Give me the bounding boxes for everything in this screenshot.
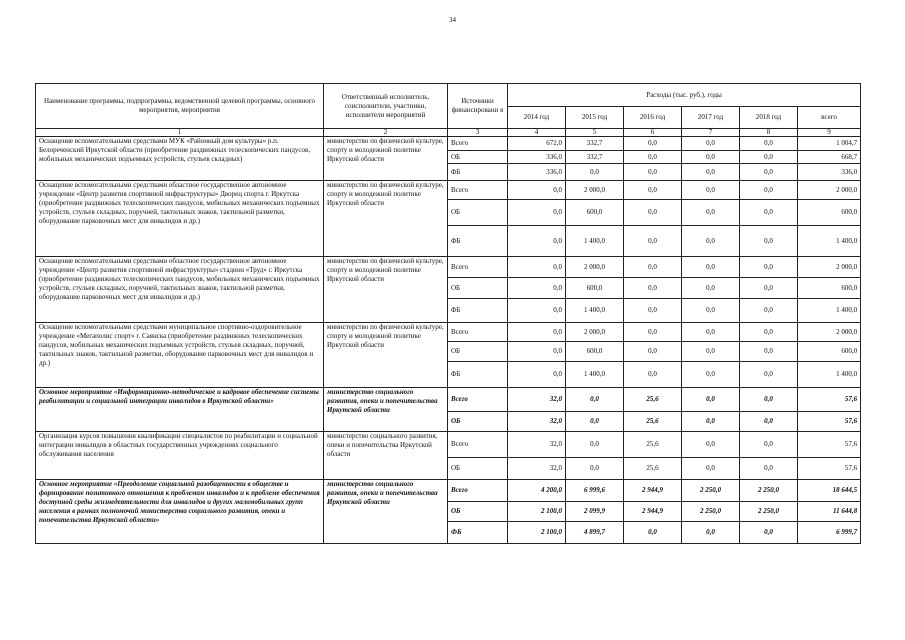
expense-value: 332,7 (566, 151, 624, 164)
expense-total: 1 400,0 (798, 226, 861, 257)
expense-value: 32,0 (508, 432, 566, 458)
expense-value: 32,0 (508, 388, 566, 412)
expense-value: 0,0 (740, 412, 798, 432)
header-expenses: Расходы (тыс. руб.), годы (508, 84, 861, 107)
col-index: 5 (566, 129, 624, 137)
funding-source: ФБ (448, 226, 508, 257)
expense-value: 0,0 (740, 522, 798, 544)
expense-value: 25,6 (624, 458, 682, 480)
responsible-executor: министерство по физической культуре, спорту и молодежной политике Иркутской области (324, 181, 448, 257)
expense-value: 0,0 (682, 278, 740, 299)
expense-value: 0,0 (740, 226, 798, 257)
expense-total: 1 400,0 (798, 299, 861, 323)
funding-source: Всего (448, 432, 508, 458)
expense-total: 600,0 (798, 342, 861, 362)
expense-value: 4 899,7 (566, 522, 624, 544)
expense-value: 2 100,0 (508, 522, 566, 544)
expense-value: 0,0 (566, 432, 624, 458)
expense-value: 0,0 (740, 200, 798, 226)
header-year: 2015 год (566, 107, 624, 129)
col-index: 9 (798, 129, 861, 137)
expense-value: 2 944,9 (624, 502, 682, 522)
responsible-executor: министерство по физической культуре, спорту и молодежной политике Иркутской области (324, 323, 448, 388)
expense-total: 1 400,0 (798, 362, 861, 388)
funding-source: ОБ (448, 342, 508, 362)
responsible-executor: министерство по физической культуре, спорту и молодежной политике Иркутской области (324, 257, 448, 323)
funding-source: ОБ (448, 278, 508, 299)
expense-value: 0,0 (566, 388, 624, 412)
expense-total: 57,6 (798, 388, 861, 412)
page-number: 34 (449, 16, 456, 24)
expense-total: 600,0 (798, 200, 861, 226)
funding-source: Всего (448, 480, 508, 502)
expense-value: 0,0 (624, 151, 682, 164)
expense-value: 2 099,9 (566, 502, 624, 522)
header-name: Наименование программы, подпрограммы, ведомственной целевой программы, основного мероприятия, мероприятия (36, 84, 324, 129)
expense-value: 0,0 (740, 388, 798, 412)
expense-total: 1 004,7 (798, 137, 861, 151)
header-year: 2016 год (624, 107, 682, 129)
responsible-executor: министерство социального развития, опеки и попечительства Иркутской области (324, 480, 448, 544)
col-index: 2 (324, 129, 448, 137)
measure-name: Оснащение вспомогательными средствами муниципальное спортивно-оздоровительное учреждение «Мегаполис спорт» г. Саянска (приобретение раздвижных телескопических пандусов, мобильных механических подъемных устройств, стульев складных, поручней, тактильных знаков, тактильной разметки, оборудование парковочных мест для инвалидов и др.) (36, 323, 324, 388)
expense-value: 0,0 (624, 137, 682, 151)
expense-value: 0,0 (740, 362, 798, 388)
expense-value: 0,0 (682, 432, 740, 458)
header-total: всего (798, 107, 861, 129)
expense-value: 0,0 (566, 412, 624, 432)
table-row (36, 480, 861, 502)
header-year: 2017 год (682, 107, 740, 129)
expense-value: 32,0 (508, 458, 566, 480)
expense-total: 668,7 (798, 151, 861, 164)
expense-value: 0,0 (566, 458, 624, 480)
table-row (36, 257, 861, 278)
expense-value: 32,0 (508, 412, 566, 432)
col-index: 1 (36, 129, 324, 137)
funding-source: ФБ (448, 362, 508, 388)
expense-value: 0,0 (624, 323, 682, 342)
expense-value: 0,0 (624, 181, 682, 200)
expense-value: 0,0 (682, 522, 740, 544)
expense-total: 57,6 (798, 412, 861, 432)
funding-source: ФБ (448, 299, 508, 323)
expense-total: 57,6 (798, 458, 861, 480)
expense-value: 0,0 (740, 257, 798, 278)
expense-value: 0,0 (508, 181, 566, 200)
expense-value: 0,0 (624, 342, 682, 362)
expense-value: 0,0 (566, 164, 624, 181)
expense-value: 1 400,0 (566, 226, 624, 257)
expense-value: 0,0 (508, 226, 566, 257)
col-index: 4 (508, 129, 566, 137)
expense-value: 0,0 (740, 299, 798, 323)
funding-source: ОБ (448, 502, 508, 522)
funding-source: ОБ (448, 458, 508, 480)
expense-value: 0,0 (740, 323, 798, 342)
expense-total: 2 000,0 (798, 323, 861, 342)
expense-value: 2 250,0 (682, 502, 740, 522)
measure-name: Оснащение вспомогательными средствами областное государственное автономное учреждение «Центр развития спортивной инфраструктуры» стадион «Труд» г. Иркутска (приобретение раздвижных телескопических пандусов, мобильных механических подъемных устройств, стульев складных, поручней, тактильных знаков, тактильной разметки, оборудование парковочных мест для инвалидов и др.) (36, 257, 324, 323)
expense-value: 0,0 (624, 226, 682, 257)
expense-value: 2 000,0 (566, 257, 624, 278)
expense-value: 2 944,9 (624, 480, 682, 502)
expense-value: 0,0 (682, 137, 740, 151)
expense-value: 332,7 (566, 137, 624, 151)
expense-value: 0,0 (740, 278, 798, 299)
expense-value: 0,0 (508, 278, 566, 299)
expense-value: 25,6 (624, 412, 682, 432)
expense-value: 4 200,0 (508, 480, 566, 502)
expense-total: 18 644,5 (798, 480, 861, 502)
expense-value: 0,0 (740, 164, 798, 181)
expense-value: 0,0 (682, 257, 740, 278)
funding-source: Всего (448, 137, 508, 151)
expense-value: 0,0 (682, 458, 740, 480)
expense-value: 2 000,0 (566, 181, 624, 200)
expense-value: 0,0 (682, 388, 740, 412)
expense-total: 2 000,0 (798, 181, 861, 200)
expense-value: 0,0 (682, 181, 740, 200)
expense-value: 672,0 (508, 137, 566, 151)
col-index: 3 (448, 129, 508, 137)
col-index: 6 (624, 129, 682, 137)
table-row (36, 388, 861, 412)
expense-value: 0,0 (740, 342, 798, 362)
expense-value: 25,6 (624, 388, 682, 412)
expense-value: 1 400,0 (566, 299, 624, 323)
col-index: 8 (740, 129, 798, 137)
table-row (36, 323, 861, 342)
expense-value: 0,0 (624, 362, 682, 388)
expense-total: 600,0 (798, 278, 861, 299)
expense-value: 0,0 (682, 164, 740, 181)
expense-value: 0,0 (508, 342, 566, 362)
expense-value: 2 100,0 (508, 502, 566, 522)
expense-value: 600,0 (566, 278, 624, 299)
expense-value: 0,0 (740, 458, 798, 480)
expense-value: 0,0 (682, 226, 740, 257)
expense-total: 11 644,8 (798, 502, 861, 522)
expense-value: 0,0 (740, 151, 798, 164)
funding-source: ФБ (448, 522, 508, 544)
table-row (36, 181, 861, 200)
measure-name: Основное мероприятие «Преодоление социальной разобщенности в обществе и формирование позитивного отношения к проблемам инвалидов и к проблеме обеспечения доступной среды жизнедеятельности для инвалидов и других маломобильных групп населения в рамках полномочий министерства социального развития, опеки и попечительства Иркутской области» (36, 480, 324, 544)
expense-value: 0,0 (624, 164, 682, 181)
header-source: Источники финансировани я (448, 84, 508, 129)
funding-source: ОБ (448, 200, 508, 226)
expense-value: 0,0 (508, 257, 566, 278)
expense-value: 0,0 (508, 200, 566, 226)
table-body (36, 137, 861, 544)
funding-source: Всего (448, 257, 508, 278)
expense-value: 0,0 (624, 257, 682, 278)
expense-value: 0,0 (682, 200, 740, 226)
table-row (36, 432, 861, 458)
expense-total: 57,6 (798, 432, 861, 458)
expense-value: 336,0 (508, 164, 566, 181)
expenses-table (35, 83, 861, 544)
expense-value: 0,0 (508, 299, 566, 323)
responsible-executor: министерство социального развития, опеки и попечительства Иркутской области (324, 432, 448, 480)
expense-total: 6 999,7 (798, 522, 861, 544)
expense-value: 6 999,6 (566, 480, 624, 502)
expense-value: 0,0 (740, 432, 798, 458)
expense-value: 25,6 (624, 432, 682, 458)
expense-value: 600,0 (566, 200, 624, 226)
expense-value: 2 000,0 (566, 323, 624, 342)
expense-value: 0,0 (682, 151, 740, 164)
expense-value: 0,0 (508, 323, 566, 342)
measure-name: Оснащение вспомогательными средствами МУК «Районный дом культуры» р.п. Белореченский Иркутской области (приобретение раздвижных телескопических пандусов, мобильных механических подъемных устройств, стульев складных) (36, 137, 324, 181)
responsible-executor: министерство по физической культуре, спорту и молодежной политике Иркутской области (324, 137, 448, 181)
expense-value: 0,0 (682, 362, 740, 388)
expense-value: 0,0 (624, 522, 682, 544)
expense-value: 1 400,0 (566, 362, 624, 388)
responsible-executor: министерство социального развития, опеки и попечительства Иркутской области (324, 388, 448, 432)
funding-source: ОБ (448, 412, 508, 432)
expense-value: 2 250,0 (740, 502, 798, 522)
funding-source: ФБ (448, 164, 508, 181)
measure-name: Основное мероприятие «Информационно-методическое и кадровое обеспечение системы реабилитации и социальной интеграции инвалидов в Иркутской области» (36, 388, 324, 432)
expense-value: 0,0 (624, 278, 682, 299)
measure-name: Оснащение вспомогательными средствами областное государственное автономное учреждение «Центр развития спортивной инфраструктуры» Дворец спорта г. Иркутска (приобретение раздвижных телескопических пандусов, мобильных механических подъемных устройств, стульев складных, поручней, тактильных знаков, тактильной разметки, оборудование парковочных мест для инвалидов и др.) (36, 181, 324, 257)
expense-value: 0,0 (508, 362, 566, 388)
funding-source: ОБ (448, 151, 508, 164)
table-row (36, 137, 861, 151)
header-year: 2014 год (508, 107, 566, 129)
funding-source: Всего (448, 388, 508, 412)
measure-name: Организация курсов повышения квалификации специалистов по реабилитации и социальной интеграции инвалидов в областных государственных учреждениях социального обслуживания населения (36, 432, 324, 480)
expense-value: 0,0 (740, 181, 798, 200)
expense-value: 2 250,0 (682, 480, 740, 502)
funding-source: Всего (448, 323, 508, 342)
expense-value: 0,0 (682, 342, 740, 362)
expense-value: 2 250,0 (740, 480, 798, 502)
expense-total: 336,0 (798, 164, 861, 181)
expense-value: 0,0 (682, 323, 740, 342)
funding-source: Всего (448, 181, 508, 200)
expense-value: 336,0 (508, 151, 566, 164)
column-index-row (36, 129, 861, 137)
header-responsible: Ответственный исполнитель, соисполнители, участники, исполнители мероприятий (324, 84, 448, 129)
expense-value: 600,0 (566, 342, 624, 362)
expense-value: 0,0 (682, 299, 740, 323)
col-index: 7 (682, 129, 740, 137)
header-year: 2018 год (740, 107, 798, 129)
expense-value: 0,0 (624, 200, 682, 226)
expense-value: 0,0 (740, 137, 798, 151)
expense-value: 0,0 (624, 299, 682, 323)
expense-value: 0,0 (682, 412, 740, 432)
expense-total: 2 000,0 (798, 257, 861, 278)
